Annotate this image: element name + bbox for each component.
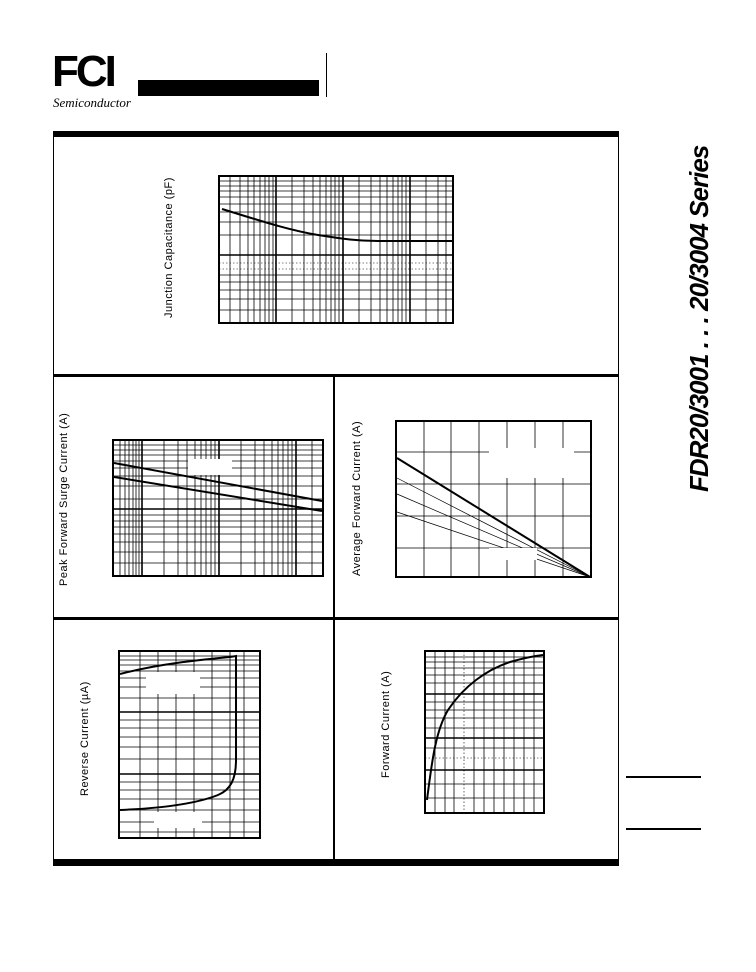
column-divider (333, 376, 335, 860)
average-forward-ylabel: Average Forward Current (A) (351, 420, 363, 576)
row-divider-1 (53, 374, 619, 377)
af-legend-box (489, 448, 574, 478)
peak-surge-graph (112, 439, 324, 577)
junction-capacitance-ylabel: Junction Capacitance (pF) (163, 177, 175, 318)
reverse-current-ylabel: Reverse Current (µA) (79, 681, 91, 796)
side-rule-2 (626, 828, 701, 830)
junction-capacitance-graph (218, 175, 454, 324)
header-bar (138, 80, 319, 96)
company-logo-subtext: Semiconductor (53, 95, 131, 110)
frame-bottom-rule (53, 859, 619, 866)
reverse-current-graph (118, 650, 261, 839)
peak-surge-ylabel: Peak Forward Surge Current (A) (58, 412, 70, 586)
ps-legend-box (188, 459, 232, 475)
company-logo: FCI (52, 47, 114, 96)
average-forward-graph (395, 420, 592, 578)
series-title: FDR20/3001 . . . 20/3004 Series (684, 145, 714, 492)
af-note-box (489, 548, 537, 560)
side-rule-1 (626, 776, 701, 778)
frame-top-rule (53, 131, 619, 137)
forward-current-graph (424, 650, 545, 814)
forward-current-ylabel: Forward Current (A) (380, 670, 392, 778)
header-divider (326, 53, 327, 97)
rc-legend-box-upper (146, 672, 200, 694)
rc-legend-box-lower (154, 812, 202, 828)
row-divider-2 (53, 617, 619, 620)
